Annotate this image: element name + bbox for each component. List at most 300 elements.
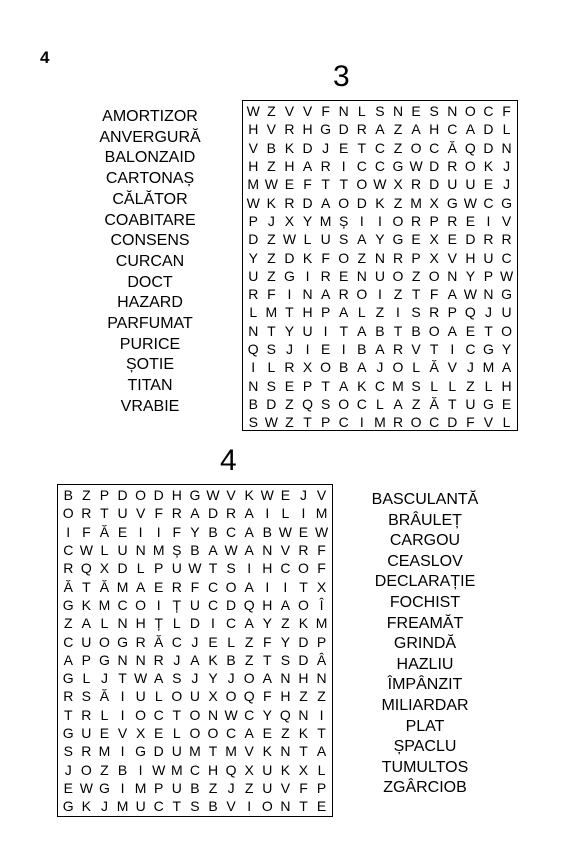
grid-letter: W: [188, 560, 202, 577]
grid-letter: R: [356, 121, 367, 138]
grid-letter: D: [298, 633, 309, 650]
grid-letter: L: [430, 377, 439, 394]
grid-letter: O: [171, 688, 183, 705]
grid-letter: J: [503, 158, 511, 175]
grid-letter: H: [501, 377, 512, 394]
grid-letter: L: [100, 542, 109, 559]
grid-letter: N: [356, 267, 367, 284]
grid-letter: J: [376, 359, 384, 376]
grid-letter: D: [483, 121, 494, 138]
grid-letter: H: [280, 688, 291, 705]
grid-letter: R: [63, 688, 74, 705]
grid-letter: J: [503, 176, 511, 193]
grid-letter: I: [283, 578, 288, 595]
grid-row: [243, 395, 517, 413]
grid-letter: M: [134, 779, 147, 796]
grid-letter: U: [483, 249, 494, 266]
grid-letter: M: [225, 743, 237, 760]
grid-letter: O: [392, 359, 404, 376]
grid-letter: D: [189, 615, 200, 632]
grid-letter: X: [316, 578, 327, 595]
grid-letter: Q: [279, 706, 291, 723]
grid-letter: A: [262, 670, 272, 687]
grid-letter: H: [429, 121, 440, 138]
grid-letter: L: [100, 706, 109, 723]
word-list-item: CĂLĂTOR: [112, 190, 188, 208]
grid-letter: Z: [299, 688, 308, 705]
grid-letter: D: [302, 194, 313, 211]
grid-letter: H: [135, 615, 146, 632]
grid-letter: I: [265, 505, 270, 522]
grid-letter: C: [226, 725, 237, 741]
grid-letter: V: [501, 212, 512, 229]
grid-letter: V: [226, 798, 236, 815]
grid-letter: O: [410, 414, 422, 431]
grid-letter: T: [208, 743, 218, 760]
grid-letter: I: [396, 304, 400, 321]
grid-letter: I: [247, 560, 252, 577]
grid-letter: A: [154, 670, 164, 687]
grid-letter: U: [248, 267, 259, 284]
grid-letter: S: [429, 103, 439, 120]
grid-letter: M: [116, 798, 129, 815]
grid-letter: H: [302, 121, 313, 138]
grid-letter: T: [429, 341, 439, 357]
grid-letter: R: [411, 212, 422, 229]
grid-letter: S: [266, 377, 277, 394]
grid-letter: P: [154, 779, 164, 796]
grid-letter: C: [171, 633, 182, 650]
word-list-item: FOCHIST: [389, 593, 461, 611]
grid-letter: R: [392, 341, 404, 357]
grid-letter: G: [135, 743, 147, 760]
grid-letter: N: [117, 615, 128, 632]
grid-letter: T: [100, 505, 109, 522]
grid-letter: B: [411, 322, 421, 339]
grid-letter: U: [465, 176, 476, 193]
grid-letter: N: [280, 670, 291, 687]
grid-letter: R: [171, 578, 182, 595]
grid-letter: D: [429, 158, 440, 175]
grid-letter: R: [63, 560, 74, 577]
grid-letter: M: [482, 359, 495, 376]
grid-letter: T: [63, 706, 73, 723]
grid-letter: B: [357, 341, 367, 357]
grid-letter: R: [81, 706, 92, 723]
grid-row: [58, 523, 332, 541]
grid-letter: F: [303, 176, 312, 193]
grid-letter: W: [260, 487, 274, 504]
grid-letter: O: [135, 596, 147, 613]
grid-letter: R: [153, 651, 164, 668]
grid-letter: W: [224, 706, 238, 723]
grid-letter: W: [246, 103, 260, 120]
grid-letter: O: [338, 395, 350, 412]
grid-letter: N: [501, 139, 512, 156]
grid-letter: T: [321, 377, 330, 394]
grid-letter: Z: [244, 779, 254, 796]
grid-letter: E: [447, 231, 457, 248]
word-list-item: COABITARE: [104, 211, 196, 229]
grid-letter: L: [100, 615, 109, 632]
grid-letter: G: [446, 194, 458, 211]
grid-letter: G: [117, 633, 128, 650]
grid-letter: F: [317, 560, 326, 577]
grid-letter: Ă: [429, 395, 439, 412]
grid-letter: Y: [248, 249, 258, 266]
grid-letter: S: [190, 798, 200, 815]
grid-letter: K: [262, 743, 272, 760]
grid-letter: A: [357, 359, 367, 376]
grid-letter: O: [428, 322, 440, 339]
grid-letter: Q: [247, 341, 259, 357]
grid-letter: P: [302, 377, 313, 394]
grid-letter: E: [154, 725, 164, 741]
grid-letter: C: [501, 249, 512, 266]
grid-letter: J: [299, 487, 307, 504]
grid-letter: Î: [319, 596, 324, 613]
grid-letter: E: [501, 395, 512, 412]
grid-letter: D: [226, 596, 237, 613]
puzzle-3-title: 3: [333, 60, 350, 93]
word-list-item: CARTONAȘ: [105, 170, 195, 188]
grid-letter: C: [447, 121, 458, 138]
grid-letter: L: [172, 725, 181, 741]
grid-letter: G: [320, 121, 332, 138]
grid-letter: I: [305, 267, 310, 284]
word-list-item: ÎMPÂNZIT: [387, 676, 463, 694]
puzzle-3-grid: [242, 100, 518, 431]
grid-letter: B: [226, 651, 236, 668]
grid-letter: G: [283, 267, 295, 284]
grid-letter: Ă: [154, 633, 164, 650]
grid-letter: I: [120, 706, 125, 723]
grid-letter: B: [63, 487, 73, 504]
grid-letter: O: [338, 249, 350, 266]
grid-letter: F: [267, 286, 276, 303]
grid-row: [58, 797, 332, 815]
grid-row: [243, 157, 517, 175]
grid-letter: K: [298, 615, 309, 632]
grid-letter: A: [244, 523, 254, 540]
grid-letter: T: [118, 670, 127, 687]
grid-letter: Ă: [99, 688, 110, 705]
grid-letter: E: [298, 523, 309, 540]
grid-letter: Y: [302, 212, 313, 229]
grid-letter: V: [447, 249, 457, 266]
puzzle-4-word-list: [355, 490, 495, 799]
grid-letter: M: [392, 377, 404, 394]
grid-letter: Q: [464, 304, 476, 321]
grid-letter: A: [316, 743, 327, 760]
grid-letter: E: [154, 578, 164, 595]
grid-letter: O: [98, 633, 110, 650]
grid-letter: A: [208, 542, 218, 559]
grid-letter: I: [377, 286, 382, 303]
grid-letter: L: [484, 377, 493, 394]
grid-letter: I: [156, 523, 161, 540]
grid-letter: P: [316, 633, 327, 650]
grid-letter: W: [409, 158, 423, 175]
grid-letter: D: [248, 231, 259, 248]
grid-letter: G: [98, 779, 110, 796]
word-list-item: CONSENS: [110, 232, 190, 250]
grid-letter: N: [447, 103, 458, 120]
grid-letter: E: [483, 176, 494, 193]
grid-letter: G: [62, 596, 74, 613]
grid-letter: F: [299, 779, 308, 796]
grid-letter: N: [447, 267, 458, 284]
grid-letter: V: [244, 743, 254, 760]
grid-letter: F: [263, 688, 272, 705]
grid-letter: S: [411, 304, 421, 321]
grid-letter: Y: [284, 322, 295, 339]
grid-letter: Y: [190, 523, 200, 540]
grid-letter: Q: [243, 688, 255, 705]
grid-letter: F: [190, 578, 200, 595]
grid-row: [58, 614, 332, 632]
grid-letter: H: [207, 761, 219, 778]
grid-letter: Ă: [99, 523, 110, 540]
grid-letter: R: [392, 414, 404, 431]
grid-letter: A: [190, 505, 200, 522]
grid-letter: N: [374, 249, 385, 266]
grid-letter: K: [284, 139, 295, 156]
grid-letter: S: [81, 688, 92, 705]
grid-row: [58, 596, 332, 614]
grid-row: [243, 102, 517, 120]
grid-letter: I: [287, 286, 292, 303]
grid-letter: V: [447, 359, 457, 376]
grid-letter: H: [284, 158, 295, 175]
grid-row: [243, 267, 517, 285]
grid-letter: Y: [375, 231, 385, 248]
grid-letter: N: [392, 103, 404, 120]
grid-letter: J: [173, 651, 181, 668]
grid-letter: V: [135, 505, 146, 522]
word-list-item: DOCT: [127, 273, 173, 291]
grid-letter: U: [262, 779, 273, 796]
grid-letter: D: [207, 505, 219, 522]
grid-letter: B: [266, 139, 277, 156]
grid-letter: J: [227, 779, 235, 796]
grid-letter: D: [153, 487, 164, 504]
grid-letter: N: [117, 651, 128, 668]
grid-letter: N: [207, 706, 219, 723]
grid-letter: C: [244, 706, 255, 723]
grid-letter: T: [172, 706, 182, 723]
grid-row: [58, 687, 332, 705]
grid-letter: I: [341, 341, 346, 357]
grid-letter: L: [281, 505, 290, 522]
grid-letter: C: [226, 523, 237, 540]
grid-letter: Â: [316, 651, 327, 668]
grid-row: [58, 632, 332, 650]
grid-letter: S: [172, 670, 182, 687]
grid-letter: M: [98, 596, 111, 613]
grid-letter: L: [448, 377, 457, 394]
grid-letter: U: [447, 176, 458, 193]
grid-letter: N: [316, 670, 327, 687]
grid-letter: U: [302, 322, 313, 339]
grid-letter: R: [411, 176, 422, 193]
grid-letter: P: [429, 212, 439, 229]
grid-letter: L: [154, 688, 163, 705]
grid-letter: C: [207, 596, 219, 613]
grid-letter: A: [375, 341, 385, 357]
grid-letter: R: [338, 286, 349, 303]
grid-letter: G: [483, 341, 494, 357]
grid-letter: Z: [100, 761, 109, 778]
grid-letter: A: [393, 395, 403, 412]
grid-letter: E: [339, 267, 349, 284]
grid-letter: O: [261, 798, 273, 815]
grid-letter: S: [339, 231, 349, 248]
grid-letter: I: [450, 341, 455, 357]
grid-row: [243, 322, 517, 340]
grid-letter: X: [135, 725, 146, 741]
grid-letter: G: [392, 158, 404, 175]
grid-letter: B: [190, 542, 200, 559]
grid-letter: Z: [267, 267, 276, 284]
grid-letter: Z: [267, 249, 276, 266]
grid-letter: W: [264, 414, 278, 431]
grid-letter: D: [284, 249, 295, 266]
grid-letter: W: [246, 194, 260, 211]
grid-row: [243, 376, 517, 394]
grid-letter: B: [208, 798, 218, 815]
word-list-item: ZGÂRCIOB: [383, 779, 467, 797]
grid-letter: Z: [393, 121, 403, 138]
grid-letter: O: [189, 725, 201, 741]
grid-letter: T: [299, 743, 308, 760]
grid-letter: S: [320, 395, 331, 412]
grid-letter: A: [375, 121, 385, 138]
grid-letter: D: [429, 176, 440, 193]
grid-letter: A: [339, 304, 349, 321]
grid-letter: X: [429, 231, 439, 248]
word-list-item: FREAMĂT: [386, 614, 464, 632]
grid-letter: Ă: [99, 578, 110, 595]
word-list-item: BASCULANTĂ: [371, 491, 479, 508]
grid-letter: U: [135, 798, 146, 815]
grid-letter: R: [447, 158, 458, 175]
grid-letter: A: [244, 542, 254, 559]
word-list-item: PLAT: [405, 717, 445, 735]
grid-letter: O: [298, 560, 309, 577]
grid-letter: E: [465, 212, 476, 229]
grid-letter: U: [374, 267, 385, 284]
grid-letter: L: [82, 670, 91, 687]
grid-letter: L: [172, 615, 181, 632]
grid-letter: N: [302, 286, 313, 303]
grid-letter: R: [171, 505, 182, 522]
grid-letter: R: [298, 542, 309, 559]
grid-letter: G: [62, 670, 74, 687]
grid-letter: W: [264, 176, 278, 193]
grid-letter: N: [135, 542, 146, 559]
grid-letter: R: [284, 121, 295, 138]
grid-letter: X: [298, 761, 309, 778]
grid-letter: S: [248, 414, 258, 431]
grid-letter: M: [315, 505, 328, 522]
grid-letter: A: [81, 615, 92, 632]
grid-letter: B: [375, 322, 385, 339]
grid-letter: G: [98, 651, 110, 668]
grid-letter: F: [466, 414, 475, 431]
grid-letter: M: [152, 542, 165, 559]
grid-letter: W: [134, 670, 148, 687]
grid-letter: O: [225, 688, 237, 705]
grid-letter: M: [247, 176, 260, 193]
grid-letter: Z: [285, 414, 294, 431]
grid-letter: L: [502, 414, 511, 431]
word-list-item: BALONZAID: [104, 149, 196, 167]
grid-letter: R: [284, 359, 295, 376]
grid-letter: L: [227, 633, 235, 650]
grid-letter: X: [99, 560, 110, 577]
grid-letter: T: [208, 560, 218, 577]
grid-row: [58, 559, 332, 577]
grid-letter: R: [483, 231, 494, 248]
grid-row: [58, 779, 332, 797]
grid-letter: D: [447, 414, 458, 431]
grid-letter: I: [377, 212, 382, 229]
grid-letter: O: [392, 212, 404, 229]
grid-letter: A: [447, 322, 457, 339]
grid-row: [58, 742, 332, 760]
grid-letter: W: [79, 542, 93, 559]
page-number: 4: [40, 48, 50, 67]
grid-letter: O: [298, 596, 309, 613]
grid-letter: A: [244, 615, 254, 632]
grid-letter: C: [374, 139, 385, 156]
grid-letter: A: [244, 505, 254, 522]
grid-letter: A: [339, 377, 349, 394]
grid-letter: D: [338, 121, 349, 138]
grid-letter: H: [465, 249, 476, 266]
grid-letter: R: [501, 231, 512, 248]
grid-letter: Q: [464, 139, 476, 156]
grid-letter: T: [267, 322, 276, 339]
grid-letter: S: [266, 341, 277, 357]
word-list-item: BRÂULEȚ: [388, 511, 462, 529]
grid-letter: M: [374, 414, 386, 431]
grid-letter: I: [319, 706, 324, 723]
grid-letter: Ș: [172, 542, 182, 559]
grid-letter: W: [314, 523, 329, 540]
grid-letter: C: [338, 414, 349, 431]
grid-row: [58, 651, 332, 669]
grid-letter: H: [248, 121, 259, 138]
grid-letter: S: [411, 377, 421, 394]
grid-letter: Ț: [172, 596, 182, 613]
grid-letter: H: [298, 670, 309, 687]
grid-letter: A: [501, 359, 512, 376]
grid-letter: E: [465, 322, 476, 339]
grid-letter: X: [302, 359, 313, 376]
grid-letter: C: [207, 578, 219, 595]
grid-letter: X: [429, 249, 439, 266]
grid-letter: O: [62, 505, 74, 522]
grid-letter: U: [320, 231, 331, 248]
grid-letter: Ă: [63, 578, 73, 595]
grid-letter: D: [302, 139, 313, 156]
grid-letter: X: [284, 212, 295, 229]
grid-letter: Z: [393, 286, 403, 303]
grid-letter: A: [190, 651, 200, 668]
grid-letter: K: [244, 487, 254, 504]
